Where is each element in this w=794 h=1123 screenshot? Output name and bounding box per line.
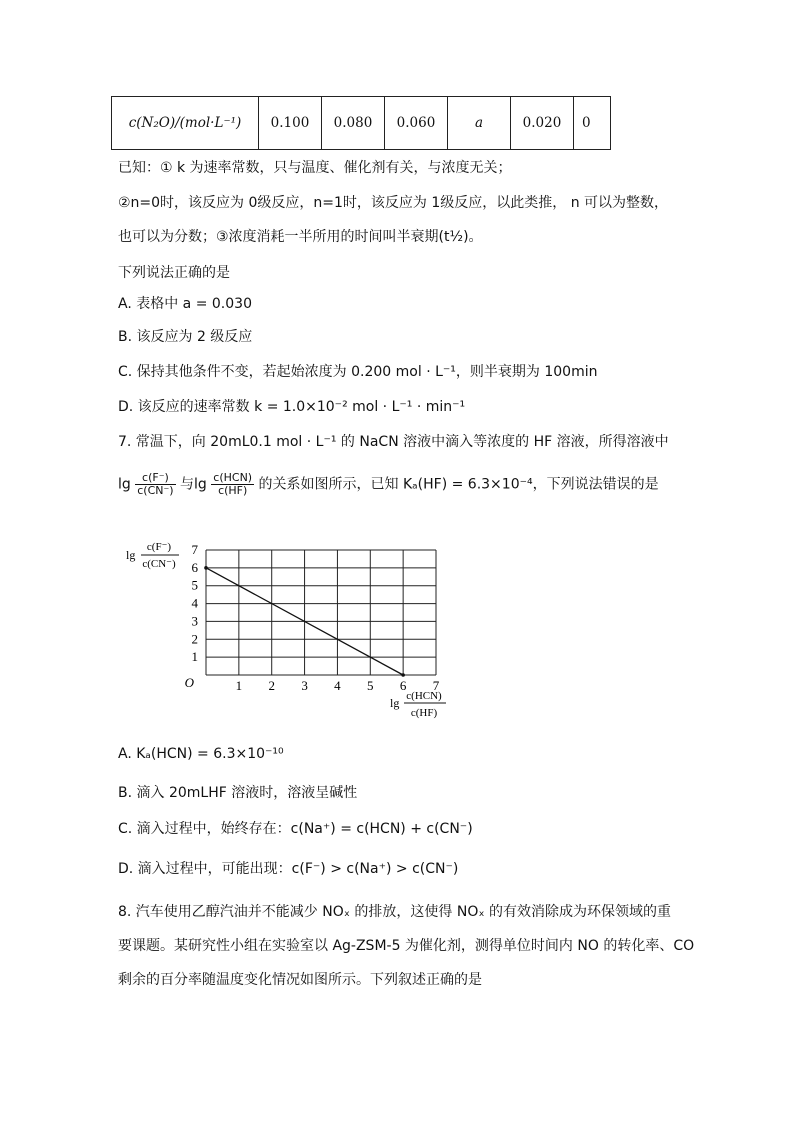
y-tick-label: 6 — [191, 559, 198, 575]
table-cell: a — [448, 97, 511, 150]
x-tick-label: 4 — [334, 678, 341, 693]
known-line-2: ②n=0时，该反应为 0级反应，n=1时，该反应为 1级反应，以此类推， n 可以为整数， — [118, 195, 669, 211]
q6-option-c: C. 保持其他条件不变，若起始浓度为 0.200 mol · L⁻¹，则半衰期为 100min — [118, 364, 598, 380]
table-cell: 0.080 — [322, 97, 385, 150]
table-cell: 0 — [574, 97, 611, 150]
y-tick-label: 2 — [191, 631, 198, 647]
y-axis-label-denominator: c(CN⁻) — [142, 558, 176, 570]
q7-option-c: C. 滴入过程中，始终存在：c(Na⁺) = c(HCN) + c(CN⁻) — [118, 821, 473, 837]
q7-stem-tail: 的关系如图所示，已知 Kₐ(HF) = 6.3×10⁻⁴，下列说法错误的是 — [258, 476, 659, 493]
q8-stem-line-1: 8. 汽车使用乙醇汽油并不能减少 NOₓ 的排放，这使得 NOₓ 的有效消除成为环保领域的重 — [118, 904, 672, 920]
q7-stem-line-1: 7. 常温下，向 20mL0.1 mol · L⁻¹ 的 NaCN 溶液中滴入等浓度的 HF 溶液，所得溶液中 — [118, 434, 669, 450]
q6-option-b: B. 该反应为 2 级反应 — [118, 329, 253, 345]
q6-prompt: 下列说法正确的是 — [118, 265, 230, 281]
x-axis-label-denominator: c(HF) — [410, 707, 438, 719]
chart-ticks — [185, 542, 440, 693]
q7-option-d: D. 滴入过程中，可能出现：c(F⁻) > c(Na⁺) > c(CN⁻) — [118, 861, 459, 877]
chart-grid — [206, 550, 436, 675]
x-axis-label-numerator: c(HCN) — [406, 690, 442, 702]
x-tick-label: 7 — [432, 678, 440, 693]
q8-stem-line-2: 要课题。某研究性小组在实验室以 Ag-ZSM-5 为催化剂，测得单位时间内 NO 的转化率、CO — [118, 938, 695, 954]
table-cell: 0.060 — [385, 97, 448, 150]
connector-text: 与 — [180, 476, 195, 493]
x-tick-label: 1 — [235, 678, 243, 693]
known-line-3: 也可以为分数；③浓度消耗一半所用的时间叫半衰期(t½)。 — [118, 229, 483, 245]
known-line-1: 已知：① k 为速率常数，只与温度、催化剂有关，与浓度无关； — [118, 160, 512, 176]
table-row — [112, 97, 611, 150]
q8-stem-line-3: 剩余的百分率随温度变化情况如图所示。下列叙述正确的是 — [118, 972, 482, 988]
y-axis-prefix: lg — [126, 548, 136, 562]
y-tick-label: 4 — [191, 595, 198, 611]
q7-stem-line-2 — [118, 472, 659, 497]
fraction-left — [135, 472, 175, 497]
x-tick-label: 3 — [301, 678, 308, 693]
lg-prefix: lg — [194, 476, 207, 493]
q7-option-b: B. 滴入 20mLHF 溶液时，溶液呈碱性 — [118, 785, 358, 801]
y-tick-label: 1 — [191, 649, 198, 665]
fraction-numerator: c(F⁻) — [135, 472, 175, 485]
table-cell: 0.100 — [259, 97, 322, 150]
y-axis-label-numerator: c(F⁻) — [146, 541, 172, 553]
lg-prefix: lg — [118, 476, 131, 493]
fraction-denominator: c(CN⁻) — [137, 484, 174, 497]
lg-ratio-chart — [112, 535, 472, 725]
fraction-denominator: c(HF) — [218, 484, 248, 497]
y-tick-label: 7 — [191, 542, 198, 557]
table-header-cell: c(N₂O)/(mol·L⁻¹) — [112, 97, 259, 150]
x-tick-label: 5 — [367, 678, 374, 693]
fraction-numerator: c(HCN) — [213, 471, 253, 484]
x-axis-prefix: lg — [390, 696, 400, 710]
q6-option-a: A. 表格中 a = 0.030 — [118, 296, 252, 312]
series-point — [401, 673, 405, 677]
y-tick-label: 5 — [191, 577, 198, 593]
series-point — [204, 566, 208, 570]
q7-option-a: A. Kₐ(HCN) = 6.3×10⁻¹⁰ — [118, 746, 284, 762]
y-tick-label: 3 — [191, 613, 198, 629]
q6-option-d: D. 该反应的速率常数 k = 1.0×10⁻² mol · L⁻¹ · min⁻¹ — [118, 399, 466, 415]
fraction-right — [211, 472, 254, 497]
origin-label: O — [184, 675, 194, 690]
x-tick-label: 6 — [399, 678, 407, 693]
x-tick-label: 2 — [268, 678, 275, 693]
table-cell: 0.020 — [511, 97, 574, 150]
concentration-table — [111, 96, 611, 150]
